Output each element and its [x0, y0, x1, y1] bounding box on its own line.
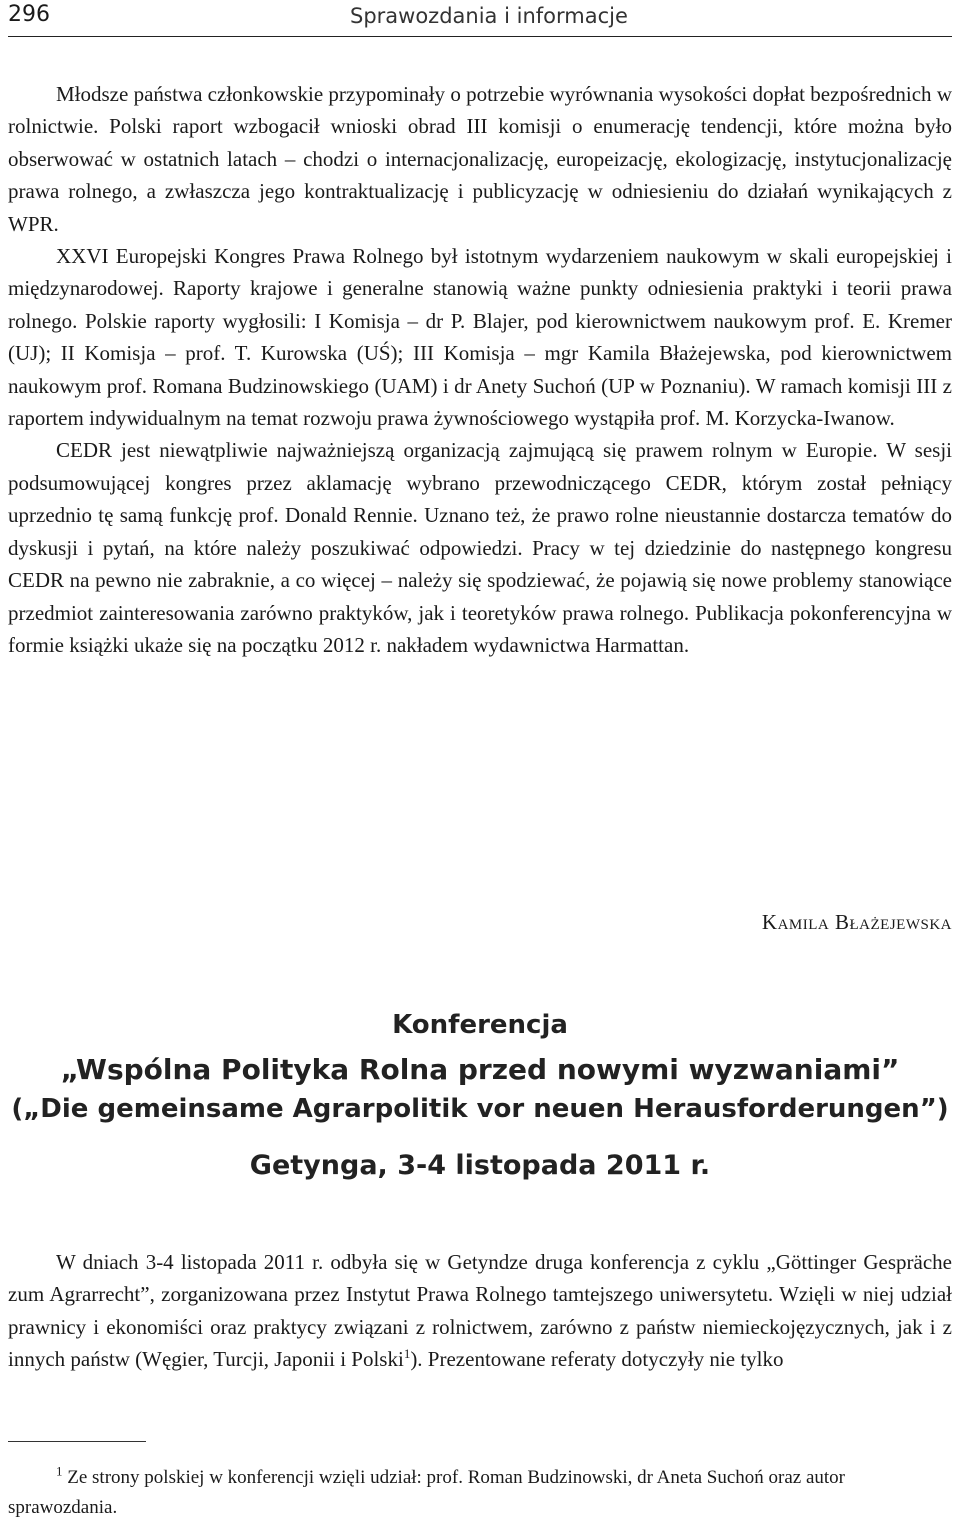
paragraph: CEDR jest niewątpliwie najważniejszą organizacją zajmującą się prawem rolnym w Europie. W sesji podsumowującej kongres przez aklamację wybrano przewodniczącego CEDR, którym został pełniący uprzednio tę samą funkcję prof. Donald Rennie. Uznano też, że prawo rolne nieustannie dostarcza tematów do dyskusji i pytań, na które należy poszukiwać odpowiedzi. Pracy w tej dziedzinie do następnego kongresu CEDR na pewno nie zabraknie, a co więcej – należy się spodziewać, że pojawią się nowe problemy stanowiące przedmiot zainteresowania zarówno praktyków, jak i teoretyków prawa rolnego. Publikacja pokonferencyjna w formie książki ukaże się na początku 2012 r. nakładem wydawnictwa Harmattan. [8, 438, 952, 657]
report-continuation [8, 78, 952, 661]
paragraph-text: W dniach 3-4 listopada 2011 r. odbyła się w Getyndze druga konferencja z cyklu „Göttinger Gespräche zum Agrarrecht”, zorganizowana przez Instytut Prawa Rolnego tamtejszego uniwersytetu. Wzięli w niej udział prawnicy i ekonomiści oraz praktycy związani z rolnictwem, zarówno z państw niemieckojęzycznych, jak i z innych państw (Węgier, Turcji, Japonii i Polski [8, 1250, 952, 1372]
footnote-reference[interactable]: 1 [403, 1346, 411, 1362]
conference-title-german: („Die gemeinsame Agrarpolitik vor neuen Herausforderungen”) [11, 1094, 949, 1124]
footnote-divider [8, 1441, 146, 1442]
page-header [8, 0, 952, 37]
conference-heading: Konferencja [392, 1010, 568, 1040]
paragraph: XXVI Europejski Kongres Prawa Rolnego był istotnym wydarzeniem naukowym w skali europejskiej i międzynarodowej. Raporty krajowe i generalne stanowią ważne punkty odniesienia praktyki i teorii prawa rolnego. Polskie raporty wygłosili: I Komisja – dr P. Blajer, pod kierownictwem naukowym prof. E. Kremer (UJ); II Komisja – prof. T. Kurowska (UŚ); III Komisja – mgr Kamila Błażejewska, pod kierownictwem naukowym prof. Romana Budzinowskiego (UAM) i dr Anety Suchoń (UP w Poznaniu). W ramach komisji III z raportem indywidualnym na temat rozwoju prawa żywnościowego wystąpiła prof. M. Korzycka-Iwanow. [8, 244, 952, 431]
page-number: 296 [8, 2, 50, 27]
footnote [8, 1463, 952, 1523]
conference-place-date: Getynga, 3-4 listopada 2011 r. [249, 1150, 711, 1181]
author-signature: Kamila Błażejewska [761, 910, 952, 934]
footnote-text: Ze strony polskiej w konferencji wzięli udział: prof. Roman Budzinowski, dr Aneta Suchoń oraz autor sprawozdania. [8, 1467, 846, 1518]
paragraph-text: ). Prezentowane referaty dotyczyły nie tylko [410, 1347, 784, 1372]
paragraph: Młodsze państwa członkowskie przypominały o potrzebie wyrównania wysokości dopłat bezpośrednich w rolnictwie. Polski raport wzbogacił wnioski obrad III komisji o enumerację tendencji, które można było obserwować w ostatnich latach – chodzi o internacjonalizację, europeizację, ekologizację, instytucjonalizację prawa rolnego, a zwłaszcza jego kontraktualizację i publicyzację w odniesieniu do działań wynikających z WPR. [8, 82, 952, 236]
conference-title: „Wspólna Polityka Rolna przed nowymi wyzwaniami” [60, 1053, 900, 1086]
footnote-marker: 1 [56, 1463, 63, 1479]
conference-report [8, 1246, 952, 1376]
paragraph [8, 1246, 952, 1376]
running-title: Sprawozdania i informacje [350, 4, 628, 28]
